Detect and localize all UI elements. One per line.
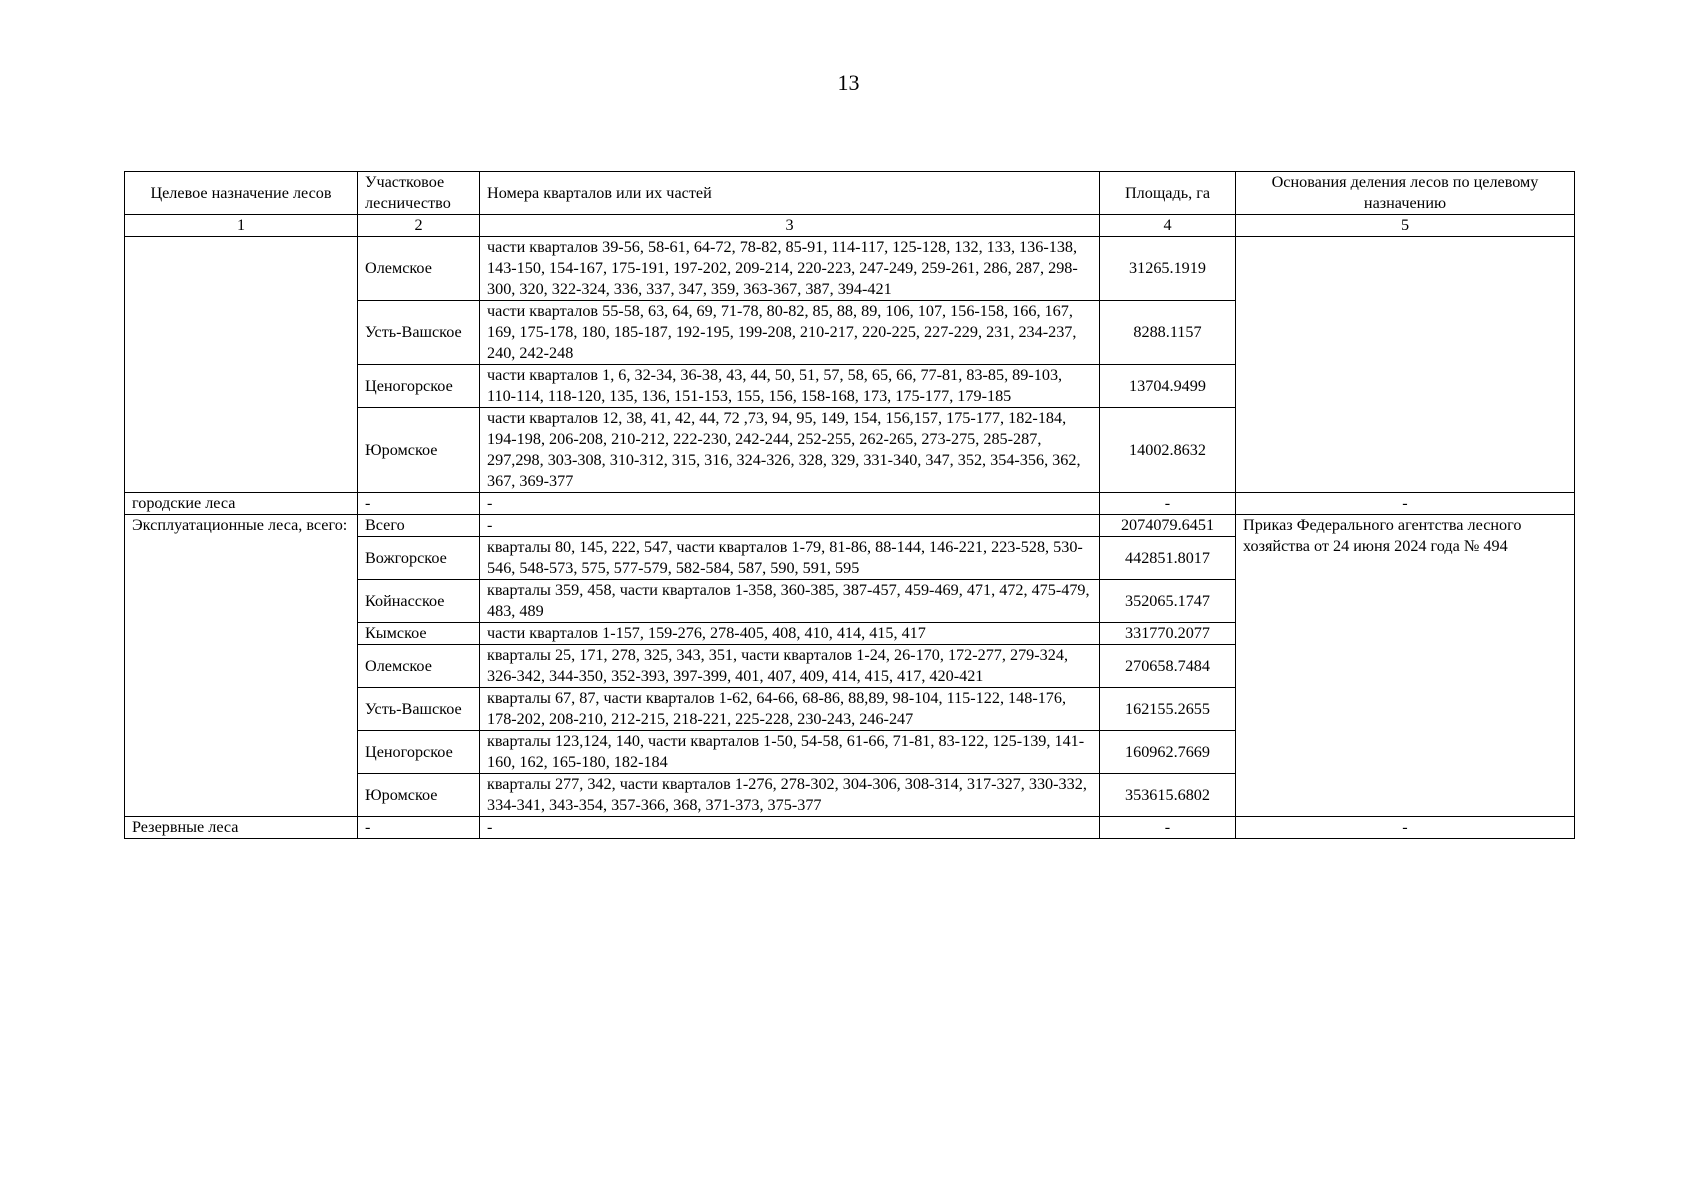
table-row	[125, 237, 1575, 301]
quarters-cell: -	[480, 817, 1100, 839]
column-number: 5	[1236, 215, 1575, 237]
area-cell: 31265.1919	[1100, 237, 1236, 301]
page-number: 13	[837, 70, 860, 95]
forestry-cell: Ценогорское	[358, 731, 480, 774]
forestry-cell: -	[358, 493, 480, 515]
forestry-cell: Усть-Вашское	[358, 301, 480, 365]
quarters-cell: части кварталов 1, 6, 32-34, 36-38, 43, 44, 50, 51, 57, 58, 65, 66, 77-81, 83-85, 89-103, 110-114, 118-120, 135, 136, 151-153, 155, 156, 158-168, 173, 175-177, 179-185	[480, 365, 1100, 408]
forest-division-table	[124, 171, 1575, 839]
area-cell: 8288.1157	[1100, 301, 1236, 365]
forestry-cell: Юромское	[358, 408, 480, 493]
forestry-cell: Усть-Вашское	[358, 688, 480, 731]
quarters-cell: кварталы 67, 87, части кварталов 1-62, 64-66, 68-86, 88,89, 98-104, 115-122, 148-176, 178-202, 208-210, 212-215, 218-221, 225-228, 230-243, 246-247	[480, 688, 1100, 731]
area-cell: -	[1100, 817, 1236, 839]
area-cell: 14002.8632	[1100, 408, 1236, 493]
basis-cell: Приказ Федерального агентства лесного хозяйства от 24 июня 2024 года № 494	[1236, 515, 1575, 817]
quarters-cell: части кварталов 55-58, 63, 64, 69, 71-78, 80-82, 85, 88, 89, 106, 107, 156-158, 166, 167, 169, 175-178, 180, 185-187, 192-195, 199-208, 210-217, 220-225, 227-229, 231, 234-237, 240, 242-248	[480, 301, 1100, 365]
quarters-cell: кварталы 359, 458, части кварталов 1-358, 360-385, 387-457, 459-469, 471, 472, 475-479, 483, 489	[480, 580, 1100, 623]
header-purpose: Целевое назначение лесов	[125, 172, 358, 215]
table-row-reserve-forests	[125, 817, 1575, 839]
area-cell: -	[1100, 493, 1236, 515]
forestry-cell: Кымское	[358, 623, 480, 645]
purpose-cell: Эксплуатационные леса, всего:	[125, 515, 358, 817]
area-cell: 352065.1747	[1100, 580, 1236, 623]
quarters-cell: кварталы 25, 171, 278, 325, 343, 351, части кварталов 1-24, 26-170, 172-277, 279-324, 326-342, 344-350, 352-393, 397-399, 401, 407, 409, 414, 415, 417, 420-421	[480, 645, 1100, 688]
header-basis: Основания деления лесов по целевому назначению	[1236, 172, 1575, 215]
purpose-cell-empty	[125, 237, 358, 493]
forestry-cell: Юромское	[358, 774, 480, 817]
header-area: Площадь, га	[1100, 172, 1236, 215]
basis-cell: -	[1236, 493, 1575, 515]
forestry-cell: Вожгорское	[358, 537, 480, 580]
area-cell: 2074079.6451	[1100, 515, 1236, 537]
quarters-cell: части кварталов 1-157, 159-276, 278-405, 408, 410, 414, 415, 417	[480, 623, 1100, 645]
forestry-cell: Всего	[358, 515, 480, 537]
column-number: 1	[125, 215, 358, 237]
quarters-cell: части кварталов 39-56, 58-61, 64-72, 78-82, 85-91, 114-117, 125-128, 132, 133, 136-138, 143-150, 154-167, 175-191, 197-202, 209-214, 220-223, 247-249, 259-261, 286, 287, 298-300, 320, 322-324, 336, 337, 347, 359, 363-367, 387, 394-421	[480, 237, 1100, 301]
column-number: 4	[1100, 215, 1236, 237]
quarters-cell: кварталы 123,124, 140, части кварталов 1-50, 54-58, 61-66, 71-81, 83-122, 125-139, 141-160, 162, 165-180, 182-184	[480, 731, 1100, 774]
area-cell: 162155.2655	[1100, 688, 1236, 731]
forestry-cell: Койнасское	[358, 580, 480, 623]
header-forestry: Участковое лесничество	[358, 172, 480, 215]
area-cell: 13704.9499	[1100, 365, 1236, 408]
forestry-cell: Ценогорское	[358, 365, 480, 408]
basis-cell: -	[1236, 817, 1575, 839]
header-row	[125, 172, 1575, 215]
quarters-cell: кварталы 277, 342, части кварталов 1-276, 278-302, 304-306, 308-314, 317-327, 330-332, 334-341, 343-354, 357-366, 368, 371-373, 375-377	[480, 774, 1100, 817]
column-number: 3	[480, 215, 1100, 237]
area-cell: 442851.8017	[1100, 537, 1236, 580]
table-row-city-forests	[125, 493, 1575, 515]
forestry-cell: Олемское	[358, 645, 480, 688]
header-quarters: Номера кварталов или их частей	[480, 172, 1100, 215]
quarters-cell: -	[480, 493, 1100, 515]
area-cell: 160962.7669	[1100, 731, 1236, 774]
table-row	[125, 515, 1575, 537]
area-cell: 353615.6802	[1100, 774, 1236, 817]
area-cell: 331770.2077	[1100, 623, 1236, 645]
basis-cell-empty	[1236, 237, 1575, 493]
column-number: 2	[358, 215, 480, 237]
quarters-cell: кварталы 80, 145, 222, 547, части кварталов 1-79, 81-86, 88-144, 146-221, 223-528, 530-546, 548-573, 575, 577-579, 582-584, 587, 590, 591, 595	[480, 537, 1100, 580]
purpose-cell: городские леса	[125, 493, 358, 515]
column-number-row	[125, 215, 1575, 237]
quarters-cell: части кварталов 12, 38, 41, 42, 44, 72 ,73, 94, 95, 149, 154, 156,157, 175-177, 182-184, 194-198, 206-208, 210-212, 222-230, 242-244, 252-255, 262-265, 273-275, 285-287, 297,298, 303-308, 310-312, 315, 316, 324-326, 328, 329, 331-340, 347, 352, 354-356, 362, 367, 369-377	[480, 408, 1100, 493]
purpose-cell: Резервные леса	[125, 817, 358, 839]
quarters-cell: -	[480, 515, 1100, 537]
area-cell: 270658.7484	[1100, 645, 1236, 688]
forestry-cell: -	[358, 817, 480, 839]
forestry-cell: Олемское	[358, 237, 480, 301]
